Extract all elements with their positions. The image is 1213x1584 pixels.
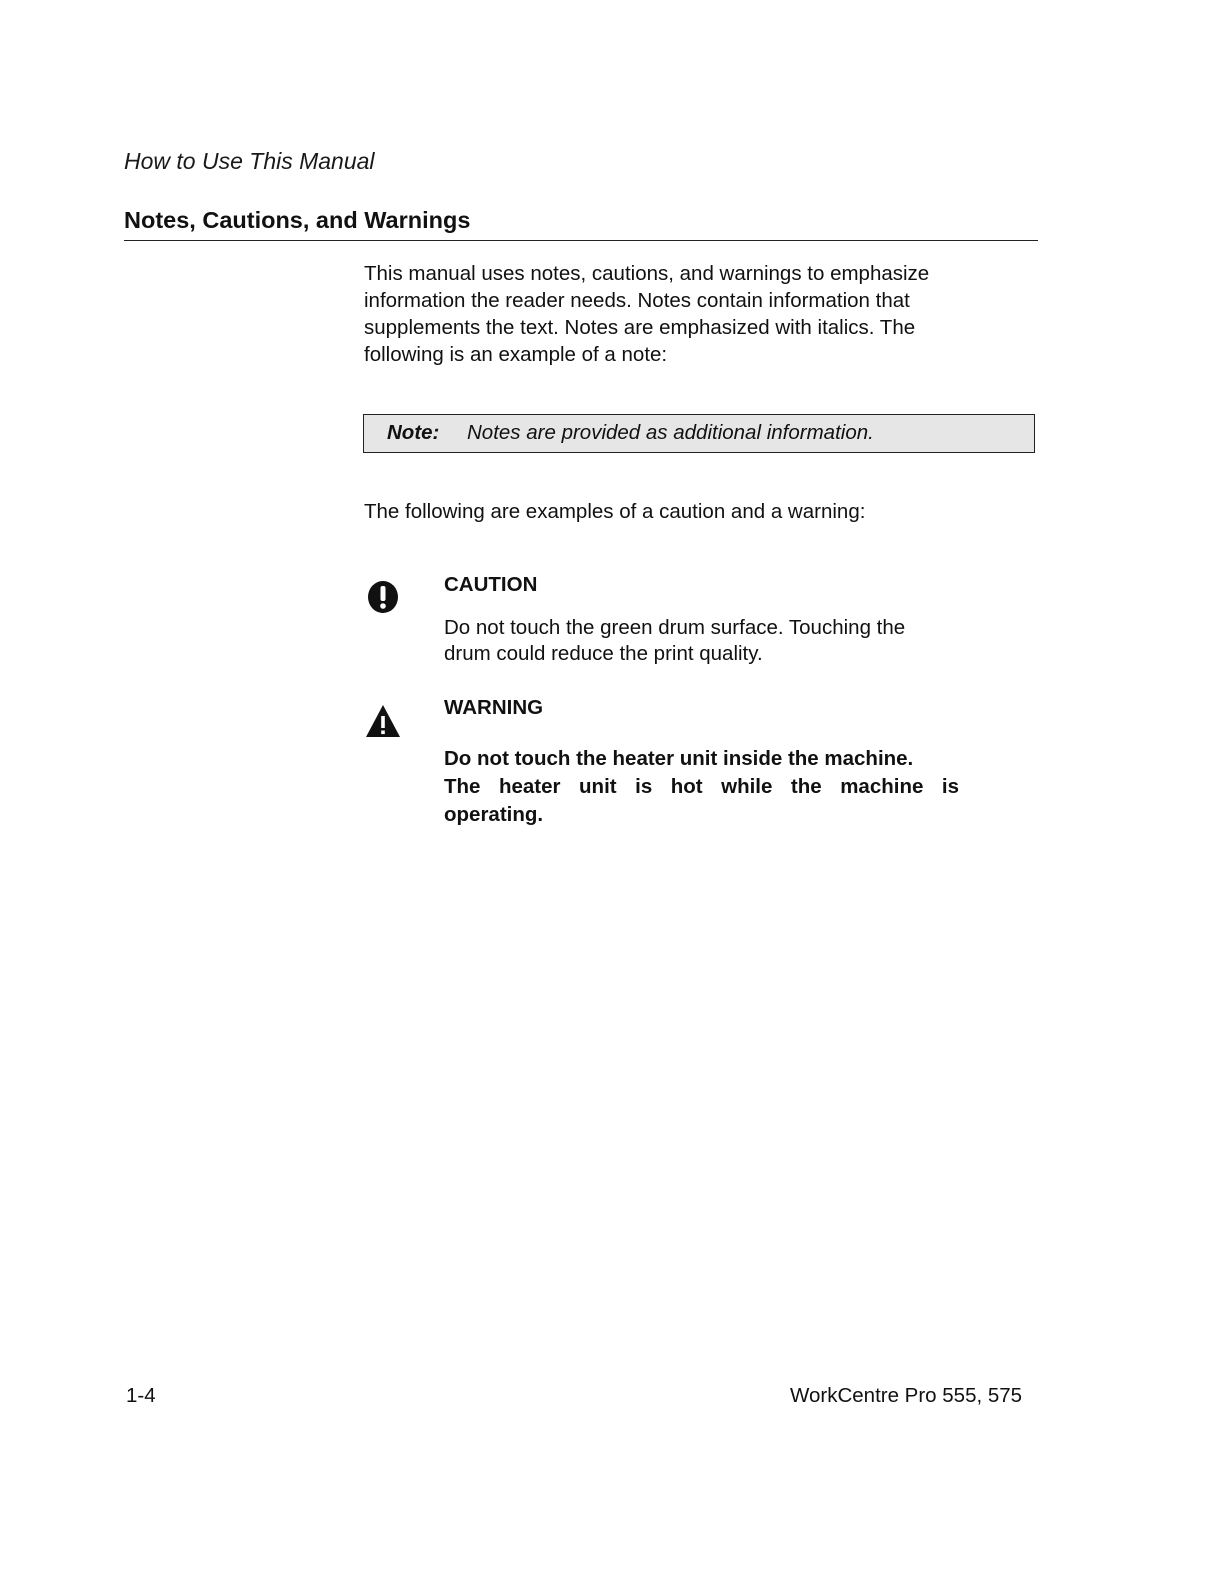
warning-title: WARNING [444, 696, 544, 719]
section-heading: Notes, Cautions, and Warnings [124, 207, 471, 233]
heading-rule [124, 240, 1038, 241]
caution-line: drum could reduce the print quality. [444, 642, 763, 665]
intro-line: supplements the text. Notes are emphasized with italics. The [364, 316, 916, 339]
exclamation-circle-icon [366, 580, 400, 614]
page-number: 1-4 [126, 1384, 156, 1407]
intro-line: information the reader needs. Notes contain information that [364, 289, 910, 312]
note-label: Note: [387, 421, 440, 444]
warning-line: The heater unit is hot while the machine is [444, 775, 959, 798]
intro-line: following is an example of a note: [364, 343, 668, 366]
caution-title: CAUTION [444, 573, 538, 596]
note-text: Notes are provided as additional information. [467, 421, 874, 444]
caution-body [444, 615, 964, 667]
running-header: How to Use This Manual [124, 148, 375, 174]
intro-line: This manual uses notes, cautions, and warnings to emphasize [364, 262, 930, 285]
product-name: WorkCentre Pro 555, 575 [790, 1384, 1023, 1407]
warning-body [444, 745, 964, 829]
warning-triangle-icon [364, 703, 402, 739]
examples-intro: The following are examples of a caution and a warning: [364, 500, 866, 523]
intro-paragraph [364, 260, 1004, 368]
note-box [363, 414, 1035, 453]
warning-line: Do not touch the heater unit inside the machine. [444, 747, 914, 770]
caution-line: Do not touch the green drum surface. Touching the [444, 616, 906, 639]
warning-line: operating. [444, 803, 544, 826]
